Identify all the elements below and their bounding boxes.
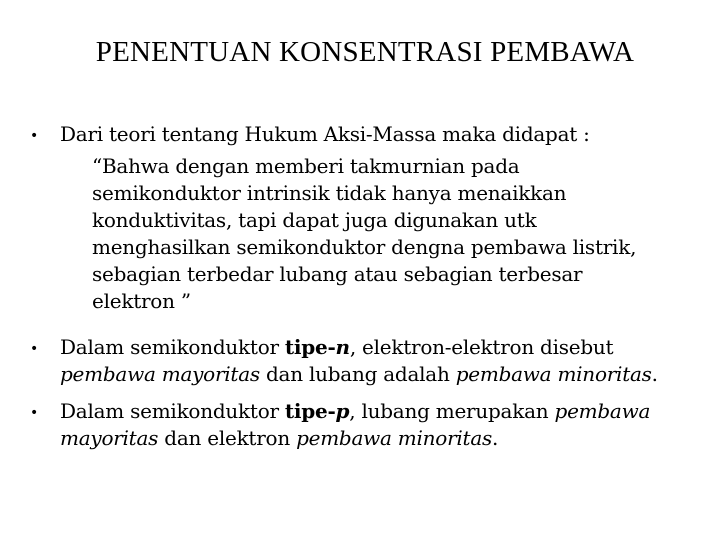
quote-line-2: semikonduktor intrinsik tidak hanya menaikkan [92, 181, 567, 205]
bullet-2-type-label: tipe- [284, 335, 336, 359]
bullet-3-type-label: tipe- [284, 399, 336, 423]
bullet-3-term-majority: mayoritas [60, 426, 159, 450]
bullet-2-term-majority: pembawa mayoritas [60, 362, 260, 386]
bullet-3-term-carrier: pembawa [554, 399, 651, 423]
bullet-3-term-minority: pembawa minoritas [296, 426, 493, 450]
bullet-3-icon: • [30, 405, 39, 421]
quote-line-5: sebagian terbedar lubang atau sebagian terbesar [92, 262, 583, 286]
bullet-1-icon: • [30, 128, 39, 144]
bullet-3-text-b: , lubang merupakan [349, 399, 555, 423]
slide-title: PENENTUAN KONSENTRASI PEMBAWA [95, 36, 635, 68]
bullet-3-text-c: dan elektron [158, 426, 297, 450]
quote-line-6: elektron ” [92, 289, 191, 313]
bullet-2-type-letter: n [335, 335, 350, 359]
quote-line-3: konduktivitas, tapi dapat juga digunakan utk [92, 208, 537, 232]
bullet-3-line-2 [60, 425, 498, 451]
bullet-2-term-minority: pembawa minoritas [455, 362, 652, 386]
bullet-3-type-letter: p [335, 399, 350, 423]
bullet-2-text-a: Dalam semikonduktor [60, 335, 285, 359]
bullet-3-period: . [492, 426, 499, 450]
bullet-2-line-2 [60, 361, 658, 387]
bullet-2-period: . [651, 362, 658, 386]
bullet-1-intro: Dari teori tentang Hukum Aksi-Massa maka didapat : [60, 122, 590, 146]
bullet-3-line-1 [60, 398, 650, 424]
bullet-2-text-c: dan lubang adalah [259, 362, 456, 386]
quote-line-4: menghasilkan semikonduktor dengna pembawa listrik, [92, 235, 637, 259]
bullet-3-text-a: Dalam semikonduktor [60, 399, 285, 423]
bullet-2-line-1 [60, 334, 613, 360]
quote-line-1: “Bahwa dengan memberi takmurnian pada [92, 154, 520, 178]
bullet-2-icon: • [30, 341, 39, 357]
bullet-2-text-b: , elektron-elektron disebut [349, 335, 614, 359]
